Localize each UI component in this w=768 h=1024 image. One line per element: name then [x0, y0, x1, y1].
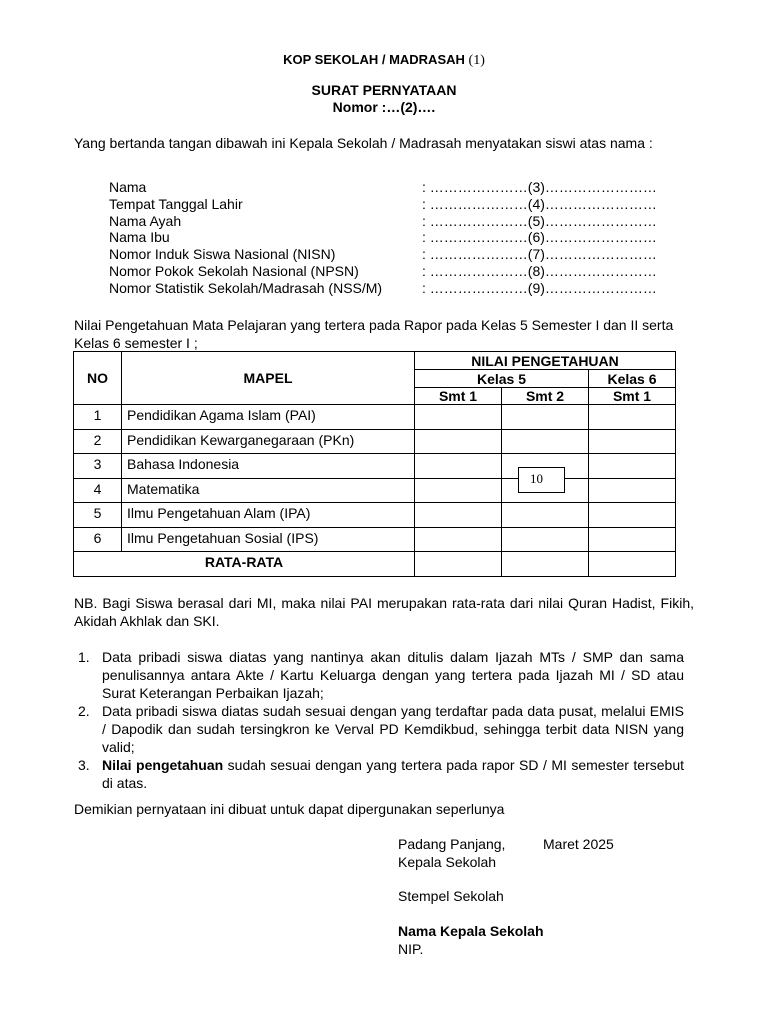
average-row [74, 552, 676, 577]
row-subject: Ilmu Pengetahuan Sosial (IPS) [122, 527, 415, 552]
list-number: 1. [78, 649, 90, 665]
row-subject: Bahasa Indonesia [122, 454, 415, 479]
grade-cell[interactable] [589, 503, 676, 528]
field-value: : …………………(4)…………………… [422, 195, 657, 212]
row-subject: Ilmu Pengetahuan Alam (IPA) [122, 503, 415, 528]
grade-cell[interactable] [589, 405, 676, 430]
grade-cell[interactable] [502, 429, 589, 454]
note-paragraph: NB. Bagi Siswa berasal dari MI, maka nilai PAI merupakan rata-rata dari nilai Quran Hadist, Fikih, Akidah Akhlak dan SKI. [74, 595, 694, 629]
field-value: : …………………(8)…………………… [422, 262, 657, 279]
field-value: : …………………(9)…………………… [422, 279, 657, 296]
kelas6-header: Kelas 6 [589, 370, 676, 388]
list-item [74, 648, 684, 702]
list-item [74, 756, 684, 792]
closing-statement: Demikian pernyataan ini dibuat untuk dapat dipergunakan seperlunya [74, 801, 505, 817]
grade-cell[interactable] [589, 527, 676, 552]
field-label: Nomor Induk Siswa Nasional (NISN) [109, 246, 336, 263]
grades-intro: Nilai Pengetahuan Mata Pelajaran yang tertera pada Rapor pada Kelas 5 Semester I dan II serta Kelas 6 semester I ; [74, 317, 674, 351]
row-number: 1 [74, 405, 122, 430]
list-item [74, 702, 684, 756]
letterhead-text: KOP SEKOLAH / MADRASAH [283, 52, 465, 67]
grades-table [73, 351, 676, 577]
signature-date: Maret 2025 [543, 836, 614, 852]
grade-cell[interactable] [589, 454, 676, 479]
field-row [109, 213, 689, 230]
grade-cell[interactable] [502, 503, 589, 528]
table-row [74, 454, 676, 479]
smt2-header: Smt 2 [502, 388, 589, 405]
signature-nip: NIP. [398, 941, 424, 957]
field-value: : …………………(5)…………………… [422, 212, 657, 229]
average-label: RATA-RATA [74, 552, 415, 577]
signature-place: Padang Panjang, [398, 836, 506, 852]
grade-cell[interactable] [415, 429, 502, 454]
grade-cell[interactable] [415, 527, 502, 552]
student-fields [109, 179, 689, 297]
field-label: Nomor Statistik Sekolah/Madrasah (NSS/M) [109, 279, 383, 296]
field-label: Nama Ayah [109, 212, 182, 229]
statement-list [74, 648, 684, 792]
row-subject: Pendidikan Agama Islam (PAI) [122, 405, 415, 430]
field-label: Nomor Pokok Sekolah Nasional (NPSN) [109, 262, 359, 279]
grade-cell[interactable] [589, 429, 676, 454]
field-value: : …………………(3)…………………… [422, 179, 657, 195]
intro-paragraph: Yang bertanda tangan dibawah ini Kepala Sekolah / Madrasah menyatakan siswi atas nama : [74, 135, 653, 151]
grade-cell[interactable] [415, 405, 502, 430]
field-label: Tempat Tanggal Lahir [109, 195, 243, 212]
average-cell[interactable] [589, 552, 676, 577]
row-number: 5 [74, 503, 122, 528]
grade-cell[interactable] [415, 478, 502, 503]
list-text: Data pribadi siswa diatas yang nantinya akan ditulis dalam Ijazah MTs / SMP dan sama penulisannya antara Akte / Kartu Keluarga dengan yang tertera pada Ijazah MI / SD atau Surat Keterangan Perbaikan Ijazah; [102, 649, 684, 701]
document-title: SURAT PERNYATAAN [311, 82, 457, 98]
letterhead-number: (1) [468, 53, 485, 68]
list-number: 3. [78, 757, 90, 773]
row-subject: Pendidikan Kewarganegaraan (PKn) [122, 429, 415, 454]
floating-text-box[interactable]: 10 [518, 467, 565, 493]
grade-cell[interactable] [415, 454, 502, 479]
kelas5-header: Kelas 5 [415, 370, 589, 388]
field-value: : …………………(6)…………………… [422, 229, 657, 246]
grade-cell[interactable] [502, 405, 589, 430]
field-row [109, 229, 689, 246]
no-header: NO [74, 352, 122, 405]
row-number: 3 [74, 454, 122, 479]
table-row [74, 478, 676, 503]
field-row [109, 179, 689, 196]
average-cell[interactable] [502, 552, 589, 577]
field-value: : …………………(7)…………………… [422, 246, 657, 263]
list-bold-text: Nilai pengetahuan [102, 757, 224, 773]
row-number: 6 [74, 527, 122, 552]
table-row [74, 503, 676, 528]
field-row [109, 196, 689, 213]
row-number: 2 [74, 429, 122, 454]
table-row [74, 429, 676, 454]
field-row [109, 263, 689, 280]
mapel-header: MAPEL [122, 352, 415, 405]
list-number: 2. [78, 703, 90, 719]
field-label: Nama [109, 179, 147, 195]
signature-stamp: Stempel Sekolah [398, 888, 504, 904]
grade-cell[interactable] [415, 503, 502, 528]
field-label: Nama Ibu [109, 229, 170, 246]
nilai-header: NILAI PENGETAHUAN [415, 352, 676, 370]
grade-cell[interactable] [502, 527, 589, 552]
signature-name: Nama Kepala Sekolah [398, 923, 544, 939]
smt1-kelas6-header: Smt 1 [589, 388, 676, 405]
row-number: 4 [74, 478, 122, 503]
list-text: sudah sesuai dengan yang tertera pada rapor SD / MI semester tersebut di atas. [102, 757, 684, 791]
field-row [109, 246, 689, 263]
field-row [109, 280, 689, 297]
signature-role: Kepala Sekolah [398, 854, 497, 870]
signature-place-date [398, 836, 614, 852]
table-row [74, 527, 676, 552]
table-row [74, 405, 676, 430]
document-number: Nomor :…(2)…. [332, 99, 436, 115]
grade-cell[interactable] [589, 478, 676, 503]
list-text: Data pribadi siswa diatas sudah sesuai dengan yang terdaftar pada data pusat, melalui EMIS / Dapodik dan sudah tersingkron ke Verval PD Kemdikbud, sehingga terbit data NISN yang valid; [102, 703, 684, 755]
average-cell[interactable] [415, 552, 502, 577]
row-subject: Matematika [122, 478, 415, 503]
smt1-header: Smt 1 [415, 388, 502, 405]
letterhead [0, 52, 768, 69]
